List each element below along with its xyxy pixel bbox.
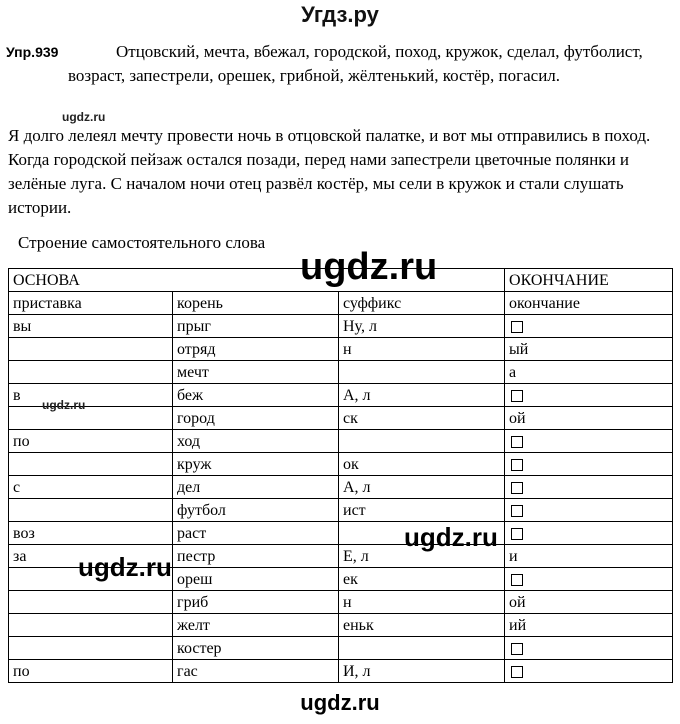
cell-suffix: еньк xyxy=(339,614,505,637)
cell-root: гас xyxy=(173,660,339,683)
cell-prefix: за xyxy=(9,545,173,568)
cell-prefix xyxy=(9,591,173,614)
cell-suffix xyxy=(339,430,505,453)
site-title: Угдз.ру xyxy=(301,2,379,27)
cell-prefix xyxy=(9,338,173,361)
table-row xyxy=(9,384,673,407)
exercise-paragraph: Я долго лелеял мечту провести ночь в отцовской палатке, и вот мы отправились в поход. Когда городской пейзаж остался позади, перед нами запестрели цветочные полянки и зелёные луга. С началом ночи отец развёл костёр, мы сели в кружок и стали слушать истории. xyxy=(8,126,651,217)
cell-root: беж xyxy=(173,384,339,407)
cell-ending xyxy=(505,568,673,591)
watermark-large: ugdz.ru xyxy=(404,522,498,552)
cell-root: футбол xyxy=(173,499,339,522)
table-row xyxy=(9,499,673,522)
table-row xyxy=(9,361,673,384)
table-row xyxy=(9,315,673,338)
cell-ending: и xyxy=(505,545,673,568)
ending-header: ОКОНЧАНИЕ xyxy=(505,269,673,292)
null-ending-box-icon xyxy=(511,321,523,333)
table-row xyxy=(9,338,673,361)
cell-prefix xyxy=(9,637,173,660)
cell-root: дел xyxy=(173,476,339,499)
cell-ending xyxy=(505,453,673,476)
cell-prefix: с xyxy=(9,476,173,499)
null-ending-box-icon xyxy=(511,528,523,540)
null-ending-box-icon xyxy=(511,666,523,678)
column-header: суффикс xyxy=(339,292,505,315)
cell-ending: ый xyxy=(505,338,673,361)
exercise-label: Упр.939 xyxy=(6,44,59,60)
cell-prefix: в xyxy=(9,384,173,407)
cell-prefix xyxy=(9,453,173,476)
cell-suffix: Ну, л xyxy=(339,315,505,338)
column-header: приставка xyxy=(9,292,173,315)
watermark-large: ugdz.ru xyxy=(78,552,172,582)
column-header-row xyxy=(9,292,673,315)
cell-suffix: ск xyxy=(339,407,505,430)
cell-suffix: н xyxy=(339,591,505,614)
cell-prefix: по xyxy=(9,660,173,683)
cell-ending xyxy=(505,430,673,453)
cell-prefix xyxy=(9,407,173,430)
table-row xyxy=(9,430,673,453)
cell-root: костер xyxy=(173,637,339,660)
table-row xyxy=(9,637,673,660)
null-ending-box-icon xyxy=(511,459,523,471)
cell-ending xyxy=(505,315,673,338)
cell-prefix xyxy=(9,361,173,384)
cell-ending xyxy=(505,384,673,407)
cell-suffix xyxy=(339,361,505,384)
cell-prefix: вы xyxy=(9,315,173,338)
cell-suffix: А, л xyxy=(339,476,505,499)
cell-prefix: по xyxy=(9,430,173,453)
watermark-small: ugdz.ru xyxy=(42,398,86,412)
cell-ending xyxy=(505,476,673,499)
cell-suffix: ист xyxy=(339,499,505,522)
cell-suffix: ок xyxy=(339,453,505,476)
morpheme-table xyxy=(8,268,673,683)
null-ending-box-icon xyxy=(511,505,523,517)
table-row xyxy=(9,453,673,476)
exercise-word-list: Отцовский, мечта, вбежал, городской, поход, кружок, сделал, футболист, возраст, запестрели, орешек, грибной, жёлтенький, костёр, погасил. xyxy=(68,42,643,85)
table-caption: Строение самостоятельного слова xyxy=(18,233,266,252)
table-row xyxy=(9,476,673,499)
cell-suffix: ек xyxy=(339,568,505,591)
cell-root: ход xyxy=(173,430,339,453)
cell-suffix: И, л xyxy=(339,660,505,683)
cell-root: пестр xyxy=(173,545,339,568)
cell-ending: ой xyxy=(505,407,673,430)
cell-root: круж xyxy=(173,453,339,476)
cell-root: ореш xyxy=(173,568,339,591)
cell-root: город xyxy=(173,407,339,430)
footer-watermark: ugdz.ru xyxy=(300,690,380,715)
null-ending-box-icon xyxy=(511,482,523,494)
table-row xyxy=(9,522,673,545)
cell-root: прыг xyxy=(173,315,339,338)
cell-root: раст xyxy=(173,522,339,545)
null-ending-box-icon xyxy=(511,390,523,402)
cell-ending xyxy=(505,522,673,545)
cell-suffix xyxy=(339,637,505,660)
watermark-small: ugdz.ru xyxy=(62,110,106,124)
cell-prefix xyxy=(9,614,173,637)
table-row xyxy=(9,614,673,637)
column-header: окончание xyxy=(505,292,673,315)
cell-prefix xyxy=(9,499,173,522)
cell-suffix: н xyxy=(339,338,505,361)
cell-root: отряд xyxy=(173,338,339,361)
cell-suffix: А, л xyxy=(339,384,505,407)
table-row xyxy=(9,407,673,430)
null-ending-box-icon xyxy=(511,643,523,655)
null-ending-box-icon xyxy=(511,574,523,586)
table-row xyxy=(9,660,673,683)
cell-ending xyxy=(505,499,673,522)
null-ending-box-icon xyxy=(511,436,523,448)
cell-root: мечт xyxy=(173,361,339,384)
cell-ending: ий xyxy=(505,614,673,637)
column-header: корень xyxy=(173,292,339,315)
cell-ending xyxy=(505,660,673,683)
watermark-large: ugdz.ru xyxy=(300,246,438,288)
table-row xyxy=(9,591,673,614)
stem-header: ОСНОВА xyxy=(9,269,505,292)
cell-root: гриб xyxy=(173,591,339,614)
cell-suffix: Е, л xyxy=(339,545,505,568)
cell-root: желт xyxy=(173,614,339,637)
cell-prefix: воз xyxy=(9,522,173,545)
cell-ending: а xyxy=(505,361,673,384)
cell-ending: ой xyxy=(505,591,673,614)
cell-ending xyxy=(505,637,673,660)
